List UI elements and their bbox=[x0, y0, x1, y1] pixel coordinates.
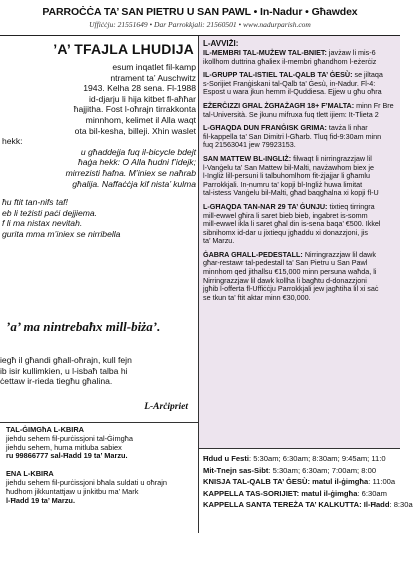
signature: L-Arċipriet bbox=[144, 402, 188, 412]
notices-title: L-AVVIŻI: bbox=[203, 39, 239, 48]
mass-time-row bbox=[203, 476, 400, 488]
mass-time-text: : 8:30a bbox=[389, 500, 413, 509]
mass-time-label: KNISJA TAL-QALB TA’ ĠESÙ: matul il-ġimgħa bbox=[203, 477, 369, 486]
notice-line: s-Sorijiet Franġiskani tal-Qalb ta’ Ġesù, in-Nadur. Fl-4: bbox=[203, 78, 376, 88]
notice-line: minnhom qed jithallsu €15,000 minn persuna waħda, li bbox=[203, 267, 377, 277]
mass-time-label: KAPPELLA SANTA TEREŻA TA’ KALKUTTA: Il-Ħadd bbox=[203, 500, 390, 509]
article-body bbox=[0, 62, 196, 240]
notice-line: ta’ Marzu. bbox=[203, 236, 235, 246]
notice-heading: TAL-ĠIMGħA L-KBIRA bbox=[6, 425, 84, 434]
notice-heading: ENA L-KBIRA bbox=[6, 469, 54, 479]
notice-item bbox=[203, 49, 400, 66]
mass-time-text: : 6:30am bbox=[357, 488, 387, 498]
mass-time-row bbox=[203, 488, 400, 500]
notice-text: minn Fr Bre bbox=[356, 100, 394, 110]
notice-text: tavża li nhar bbox=[328, 123, 368, 133]
signoff bbox=[0, 402, 196, 413]
quote-line: f li ma nistax nevitah. bbox=[2, 218, 83, 229]
notice-heading: L-GĦAQDA TAN-NAR 29 TA’ ĠUNJU: bbox=[203, 201, 328, 211]
notice-line: l-Vanġelu ta’ San Mattew bil-Malti, navżawhom biex je bbox=[203, 162, 374, 172]
notice-line: jiehdu sehem, huma mitluba sabiex bbox=[6, 442, 122, 452]
article-line: 1943. Kelha 28 sena. Fl-1988 bbox=[83, 83, 196, 94]
notice-line: ħudhom jikkuntattjaw u jinkitbu ma’ Mark bbox=[6, 486, 139, 496]
notice-heading: L-GĦAQDA DUN FRANĠISK GRIMA: bbox=[203, 123, 327, 133]
mass-time-text: : 11:00a bbox=[368, 477, 396, 486]
notice-line: jgħib l-offerta fl-Uffiċċju Parrokkjali jew jagħtiha lil xi saċ bbox=[203, 284, 379, 294]
notice-line: tal-istess Vanġelu bil-Malti, għad baqgħalna xi kopji fl-U bbox=[203, 188, 379, 198]
contact-line: Uffiċċju: 21551649 • Dar Parrokkjali: 21560501 • www.nadurparish.com bbox=[89, 20, 311, 29]
notice-line-bold: ru 99866777 sal-Ħadd 19 ta’ Marzu. bbox=[6, 451, 128, 461]
mass-time-text: : 5:30am; 6:30am; 8:30am; 9:45am; 11:0 bbox=[248, 454, 386, 463]
right-column bbox=[199, 36, 413, 533]
article-line: ħajjitha. Fost l-oħrajn tirrakkonta bbox=[73, 104, 196, 115]
quote-line: ħaġa hekk: O Alla ħudni f’idejk; bbox=[78, 157, 196, 168]
left-bottom-notices bbox=[0, 422, 198, 563]
notice-text: filwaqt li nirringrazzjaw lil bbox=[293, 153, 372, 163]
article-line: ota bil-keshа, billeji. Xhin waslet bbox=[74, 125, 196, 136]
notice-line: ikollhom duttrina għaliex il-membri għandhom l-eżerċiz bbox=[203, 56, 377, 66]
section2-body bbox=[0, 355, 196, 387]
notice-heading: SAN MATTEW BL-INGLIŻ: bbox=[203, 153, 292, 163]
article-title: ’A’ TFAJLA LHUDIJA bbox=[53, 41, 194, 57]
quote-line: ħu ftit tan-nifs taf! bbox=[2, 197, 68, 208]
article-line: esum inqatlet fil-kamp bbox=[112, 62, 196, 72]
mass-times bbox=[199, 448, 413, 533]
notice-good-friday bbox=[0, 426, 198, 461]
section2-line: ib isir kullimkien, u l-isbaħ talba hi bbox=[0, 365, 128, 376]
bulletin-header bbox=[0, 0, 400, 36]
notice-line: tal-Università. Se jkunu mifruxa fuq tlett ijiem: It-Tlieta 2 bbox=[203, 109, 379, 119]
notice-text: Nirringrazzjaw lil dawk bbox=[304, 249, 376, 259]
mass-time-label: KAPPELLA TAS-SORIJIET: matul il-ġimgħa bbox=[203, 488, 358, 498]
section2-title: ’a’ ma nintrebaħx mill-biża’. bbox=[6, 319, 161, 334]
section2-line: ċettaw ir-rieda tiegħu għalina. bbox=[0, 376, 113, 387]
notice-holy-week bbox=[0, 470, 198, 505]
notice-heading: ĠABRA GĦALL-PEDESTALL: bbox=[203, 249, 303, 259]
notice-line-bold: l-Ħadd 19 ta’ Marzu. bbox=[6, 495, 75, 505]
notice-line: għar-restawr tal-pedestall ta’ San Pietru u San Pawl bbox=[203, 258, 368, 268]
article-line: minnhom, kelimet il Alla waqt bbox=[85, 114, 196, 125]
quote-line: eb li teżisti paċi dejjiema. bbox=[2, 207, 98, 218]
mass-time-row bbox=[203, 499, 413, 511]
quote-line: u għaddejja fuq il-bicycle bdejt bbox=[80, 146, 196, 157]
notice-item bbox=[203, 155, 400, 198]
parish-title: PARROĊĊA TA’ SAN PIETRU U SAN PAWL • In-Nadur • Għawdex bbox=[42, 6, 358, 18]
notice-line: l-Ingliż lill-persuni li talbuhomlhom fit-żjajjar li għamlu bbox=[203, 171, 370, 181]
article-line: id-djarju li hija kitbet fl-aħħar bbox=[89, 93, 196, 104]
notice-line: Espost u wara jkun hemm il-Quddiesa. Ejjew u għu oħra bbox=[203, 87, 382, 97]
notice-line: jiehdu sehem fil-purċissjoni bħala suldati u oħrajn bbox=[6, 477, 168, 487]
section2-line: iegħ il għandi għall-oħrajn, kull fejn bbox=[0, 355, 132, 365]
notices-panel bbox=[199, 36, 400, 448]
article-line: hekk: bbox=[2, 136, 23, 147]
notice-line: mill-ewwel għira li saret bieb bieb, ingabret is-somm bbox=[203, 210, 368, 220]
notice-item bbox=[203, 71, 400, 97]
notice-heading: IL-GRUPP TAL-ISTIEL TAL-QALB TA’ ĠESÙ: bbox=[203, 70, 353, 80]
notice-item bbox=[203, 102, 400, 119]
quote-line: mirrezisti ħafna. M’iniex se naħrab bbox=[65, 167, 196, 178]
notice-line: sibnihomx id-dar u jixtiequ jgħaddu xi donazzjoni, jis bbox=[203, 227, 369, 237]
notice-line: Parrokkjali. In-numru ta’ kopji bl-Ingliż huwa limitat bbox=[203, 179, 363, 189]
article-line: ntrament ta’ Auschwitz bbox=[110, 72, 196, 83]
notice-text: javżaw li mis-6 bbox=[328, 48, 376, 57]
mass-time-label: Mit-Tnejn sas-Sibt bbox=[203, 465, 269, 475]
quote-line: guritа mma m’iniex se nirribella bbox=[2, 228, 121, 239]
notice-item bbox=[203, 203, 400, 246]
notice-line: se tkun ta’ ftit aktar minn €30,000. bbox=[203, 292, 311, 302]
notice-item bbox=[203, 251, 400, 303]
notice-line bbox=[6, 452, 198, 461]
notice-line bbox=[6, 497, 198, 506]
notice-line: jiehdu sehem fil-purċissjoni tal-Ġimgħa bbox=[6, 433, 133, 443]
notice-line: fil-kappella ta’ San Dimitri l-Għarb. Tluq fid-9:30am minn bbox=[203, 131, 382, 141]
left-column bbox=[0, 37, 198, 533]
notice-heading: IL-MEMBRI TAL-MUŻEW TAL-BNIET: bbox=[203, 48, 327, 57]
mass-time-row bbox=[203, 453, 400, 465]
notice-line: mill-ewwel ikla li saret għal din is-sena baqa’ €500. Ikkel bbox=[203, 219, 381, 229]
notice-text: se jiltaqa bbox=[354, 70, 383, 80]
notice-item bbox=[203, 124, 400, 150]
notice-heading: EŻERĊIZZI GĦAL ŻGĦAŻAGĦ 18+ F’MALTA: bbox=[203, 100, 355, 110]
mass-time-label: Ħdud u Festi bbox=[203, 454, 249, 463]
mass-time-row bbox=[203, 465, 400, 477]
notice-line: fuq 21563041 jew 79923153. bbox=[203, 140, 296, 150]
quote-line: għalija. Naffaċċja kif nista’ kulma bbox=[72, 178, 196, 189]
notice-text: tixtieq tirringra bbox=[329, 201, 375, 211]
notice-line: Nirringrazzjaw lil dawk kollha li bagħtu d-donazzjoni bbox=[203, 275, 367, 285]
mass-time-text: : 5:30am; 6:30am; 7:00am; 8:00 bbox=[268, 465, 377, 475]
